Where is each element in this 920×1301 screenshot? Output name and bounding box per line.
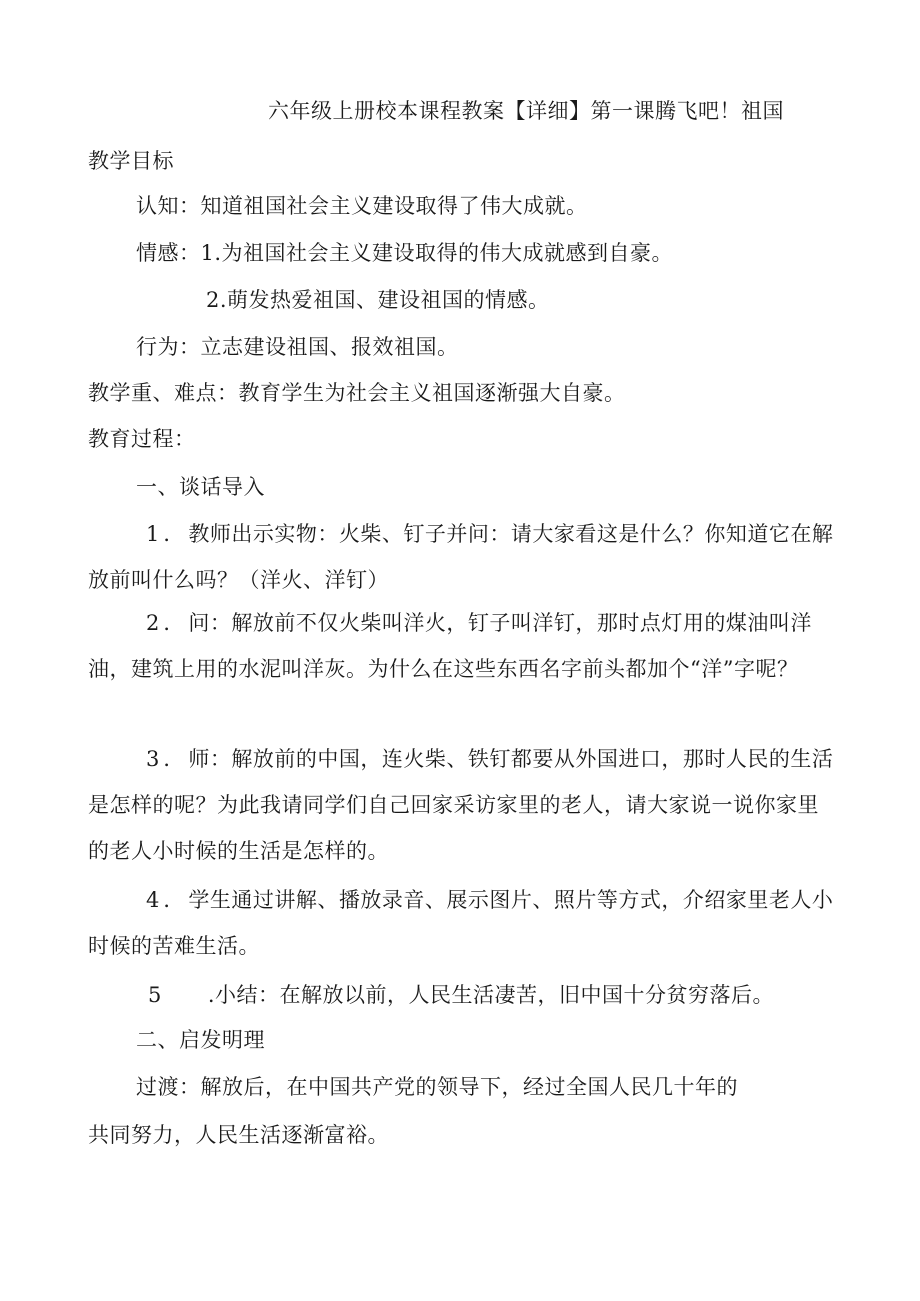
goal-action: 行为：立志建设祖国、报效祖国。 [136,335,459,359]
list-item [88,877,838,969]
item-number: 4． [146,888,189,912]
list-item [88,511,838,603]
key-points: 教学重、难点：教育学生为社会主义祖国逐渐强大自豪。 [88,381,626,405]
goal-cognition: 认知：知道祖国社会主义建设取得了伟大成就。 [136,194,588,218]
list-item [88,600,838,692]
item-number: 2． [146,611,189,635]
teaching-goals-heading: 教学目标 [88,149,174,173]
section-1-heading: 一、谈话导入 [136,475,265,499]
item-text: .小结：在解放以前，人民生活凄苦，旧中国十分贫穷落后。 [207,983,775,1007]
process-heading: 教育过程： [88,427,196,451]
list-item [148,980,774,1010]
item-number: 3． [146,747,189,771]
document-title: 六年级上册校本课程教案【详细】第一课腾飞吧！祖国 [268,99,784,123]
item-text: 教师出示实物：火柴、钉子并问：请大家看这是什么？你知道它在解放前叫什么吗？（洋火、洋钉） [88,522,834,592]
goal-emotion-1: 情感：1.为祖国社会主义建设取得的伟大成就感到自豪。 [136,241,674,265]
item-text: 师：解放前的中国，连火柴、铁钉都要从外国进口，那时人民的生活是怎样的呢？为此我请同学们自己回家采访家里的老人，请大家说一说你家里的老人小时候的生活是怎样的。 [88,747,834,863]
transition-text-2: 共同努力，人民生活逐渐富裕。 [88,1123,389,1147]
item-number: 1． [146,522,189,546]
transition-text-1: 过渡：解放后，在中国共产党的领导下，经过全国人民几十年的 [136,1075,738,1099]
item-text: 学生通过讲解、播放录音、展示图片、照片等方式，介绍家里老人小时候的苦难生活。 [88,888,834,958]
list-item [88,736,838,874]
item-text: 问：解放前不仅火柴叫洋火，钉子叫洋钉，那时点灯用的煤油叫洋油，建筑上用的水泥叫洋灰。为什么在这些东西名字前头都加个“洋”字呢？ [88,611,812,681]
item-number: 5 [148,983,162,1007]
section-2-heading: 二、启发明理 [136,1028,265,1052]
goal-emotion-2: 2.萌发热爱祖国、建设祖国的情感。 [206,288,550,312]
